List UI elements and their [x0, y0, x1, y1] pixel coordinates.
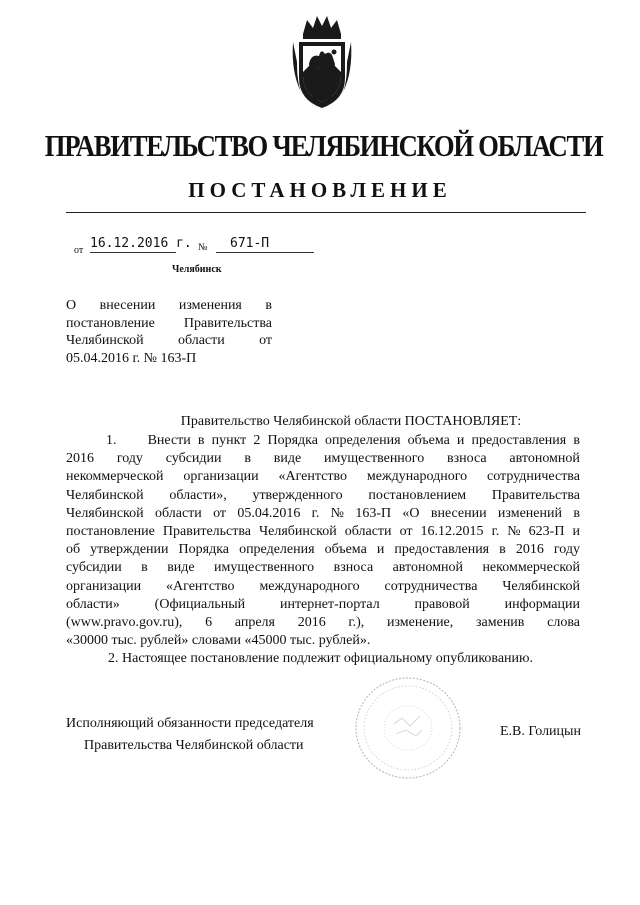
text-line: 1. Внести в пункт 2 Порядка определения объема и предоставления в — [106, 433, 580, 448]
text-line: области» (Официальный интернет-портал правовой информации — [66, 596, 580, 612]
government-title: ПРАВИТЕЛЬСТВО ЧЕЛЯБИНСКОЙ ОБЛАСТИ — [44, 128, 603, 163]
official-seal-icon — [350, 672, 466, 784]
text-line: Челябинской области от — [66, 333, 272, 348]
text-line: 05.04.2016 г. № 163-П — [66, 350, 197, 366]
text-line: субсидии в виде имущественного взноса автономной некоммерческой — [66, 560, 580, 576]
city-name: Челябинск — [172, 264, 222, 275]
document-number: 671-П — [216, 236, 314, 253]
text-line: (www.pravo.gov.ru), 6 апреля 2016 г.), изменение, заменив слова — [66, 615, 580, 631]
text-line: Челябинской области от 05.04.2016 г. № 163-П «О внесении изменений в — [66, 505, 580, 521]
text-line: О внесении изменения в — [66, 298, 272, 313]
signatory-name: Е.В. Голицын — [500, 724, 581, 739]
text-line: «30000 тыс. рублей» словами «45000 тыс. рублей». — [66, 633, 371, 649]
signatory-position — [66, 713, 314, 757]
signatory-position-line-2: Правительства Челябинской области — [84, 738, 304, 753]
date-label: от — [74, 245, 84, 256]
document-body — [66, 432, 580, 669]
document-subject — [66, 297, 272, 367]
text-line: организации «Агентство международного сотрудничества Челябинской — [66, 578, 580, 594]
text-line: об утверждении Порядка определения объема и предоставления в 2016 году — [66, 542, 580, 558]
text-line: 2. Настоящее постановление подлежит официальному опубликованию. — [108, 651, 533, 667]
header-divider — [66, 212, 586, 213]
text-line: постановление Правительства Челябинской области от 16.12.2015 г. № 623-П и — [66, 524, 580, 540]
number-label: № — [198, 242, 208, 253]
text-line: 2016 году субсидии в виде имущественного взноса автономной — [66, 451, 580, 467]
document-type-title: ПОСТАНОВЛЕНИЕ — [188, 178, 452, 202]
coat-of-arms-icon — [289, 12, 355, 112]
text-line: постановление Правительства — [66, 315, 272, 331]
text-line: Челябинской области», утвержденного постановлением Правительства — [66, 487, 580, 503]
document-date: 16.12.2016 г. — [90, 236, 192, 251]
signatory-position-line-1: Исполняющий обязанности председателя — [66, 716, 314, 731]
text-line: некоммерческой организации «Агентство международного сотрудничества — [66, 469, 580, 485]
date-number-line — [74, 236, 270, 258]
preamble: Правительство Челябинской области ПОСТАНОВЛЯЕТ: — [180, 414, 522, 429]
